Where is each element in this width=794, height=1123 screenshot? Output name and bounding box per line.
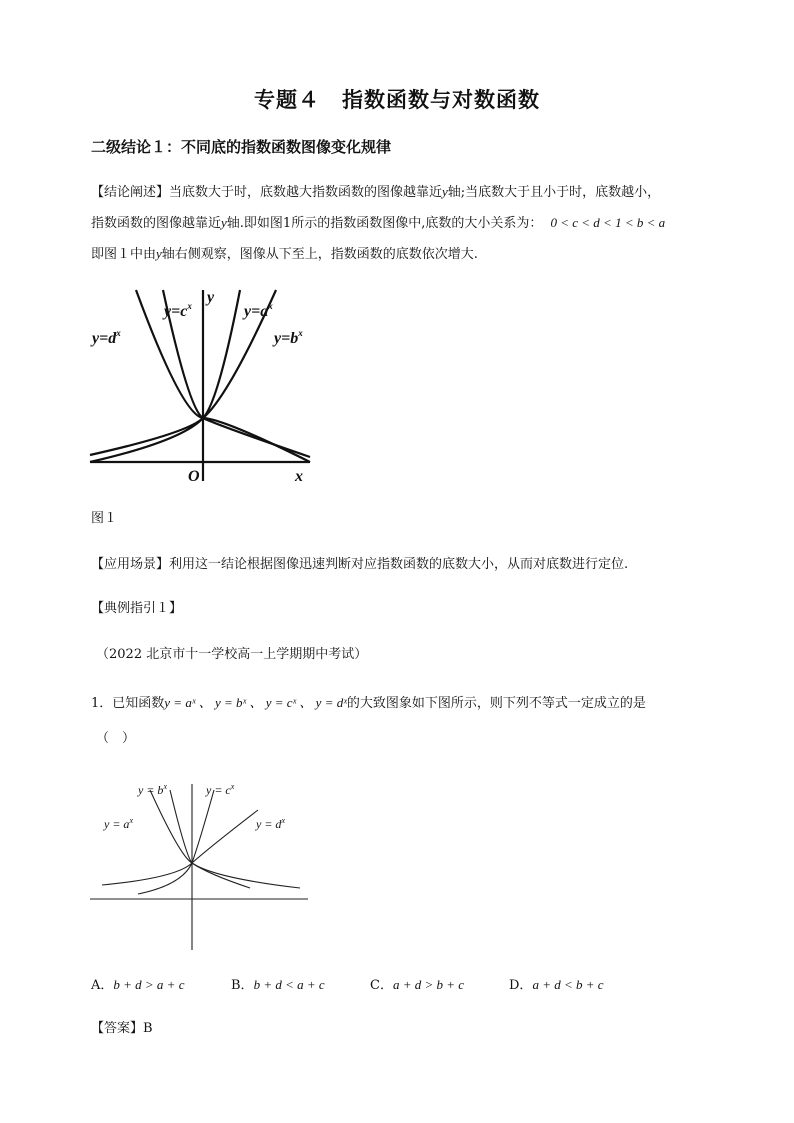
option-letter: C． <box>370 978 393 993</box>
answer-value: B <box>143 1021 153 1036</box>
axis-label-y: y <box>207 289 215 306</box>
text: 即图１中由 <box>91 247 157 262</box>
figure-1-caption: 图１ <box>91 511 118 526</box>
question-funcs: y = aˣ 、 y = bˣ 、 y = cˣ 、 y = dˣ <box>164 695 347 710</box>
conclusion-line-1 <box>91 184 660 201</box>
section-heading: 二级结论１：不同底的指数函数图像变化规律 <box>91 138 392 156</box>
label-y-d: $y = d^x$ <box>256 816 285 831</box>
conclusion-line-2 <box>91 215 665 232</box>
text: 指数函数的图像越靠近 <box>91 216 222 231</box>
option-letter: A． <box>91 978 114 993</box>
text: 的大致图象如下图所示，则下列不等式一定成立的是 <box>346 696 646 711</box>
text: 轴右侧观察，图像从下至上，指数函数的底数依次增大. <box>161 247 478 262</box>
var: y <box>442 184 448 199</box>
text: 【结论阐述】当底数大于时，底数越大指数函数的图像越靠近 <box>91 185 443 200</box>
option-expr: a + d < b + c <box>532 977 604 992</box>
var: y <box>221 215 227 230</box>
option-b[interactable] <box>231 977 325 994</box>
option-expr: b + d < a + c <box>253 977 325 992</box>
label-y-b: $y=b^x$ <box>274 328 303 347</box>
figure-2 <box>90 770 310 955</box>
text: 轴;当底数大于且小于时，底数越小， <box>447 185 661 200</box>
text: 轴.即如图1所示的指数函数图像中,底数的大小关系为： <box>226 216 543 231</box>
label-y-a: $y = a^x$ <box>104 816 133 831</box>
axis-label-x: x <box>295 468 303 485</box>
label-y-c: $y=c^x$ <box>164 301 192 320</box>
conclusion-line-3 <box>91 246 478 263</box>
option-expr: b + d > a + c <box>113 977 185 992</box>
example-heading: 【典例指引１】 <box>91 601 183 616</box>
option-d[interactable] <box>509 977 604 994</box>
answer-line <box>91 1021 153 1037</box>
question-number: 1．已知函数 <box>91 696 165 711</box>
option-a[interactable] <box>91 977 184 994</box>
page-title: 专题４ 指数函数与对数函数 <box>254 88 540 112</box>
label-y-c: $y = c^x$ <box>206 782 235 797</box>
option-letter: B． <box>231 978 254 993</box>
question-text <box>91 695 646 712</box>
figure-1 <box>88 285 318 485</box>
label-y-b: $y = b^x$ <box>138 782 167 797</box>
question-source: （2022 北京市十一学校高一上学期期中考试） <box>96 647 368 662</box>
option-c[interactable] <box>370 977 464 994</box>
option-expr: a + d > b + c <box>392 977 465 992</box>
var: y <box>156 246 162 261</box>
base-inequality: 0 < c < d < 1 < b < a <box>550 215 666 230</box>
answer-blank: （ ） <box>96 731 136 746</box>
answer-label: 【答案】 <box>91 1021 144 1036</box>
application-text: 【应用场景】利用这一结论根据图像迅速判断对应指数函数的底数大小，从而对底数进行定位. <box>91 557 629 572</box>
label-y-a: $y=a^x$ <box>244 301 273 320</box>
origin-label: O <box>188 468 200 485</box>
label-y-d: $y=d^x$ <box>92 328 121 347</box>
option-letter: D． <box>509 978 533 993</box>
curve-d <box>170 790 300 888</box>
